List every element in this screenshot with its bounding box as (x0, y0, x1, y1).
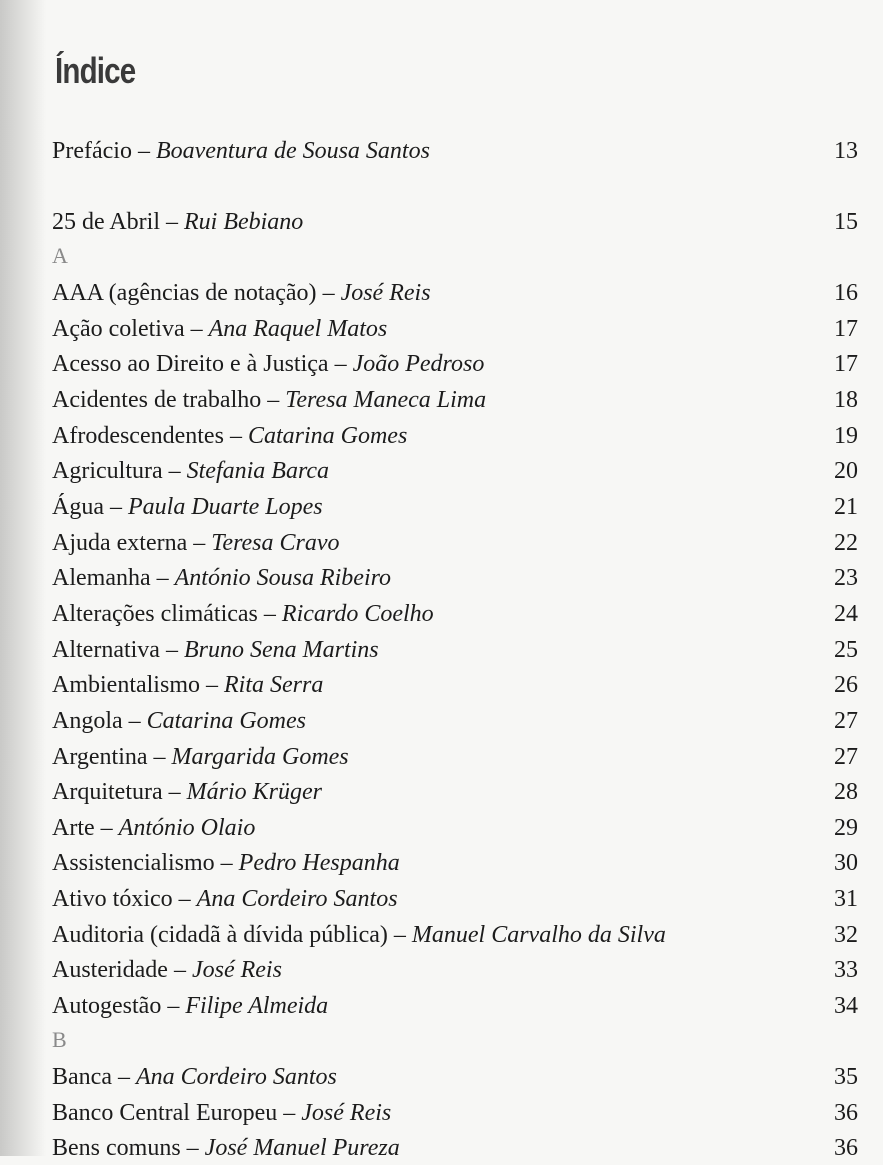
index-entry (52, 1131, 858, 1165)
index-entry (52, 526, 858, 560)
entry-label (52, 454, 329, 488)
entry-dash: – (257, 601, 282, 627)
index-entry (52, 454, 858, 488)
index-entry (52, 668, 858, 702)
entry-page-number: 27 (834, 744, 858, 770)
entry-author: Stefania Barca (186, 458, 330, 484)
entry-term: Assistencialismo (52, 850, 215, 876)
entry-author: Mário Krüger (186, 779, 322, 805)
entry-author: Filipe Almeida (185, 993, 329, 1019)
entry-dash: – (111, 1064, 136, 1090)
entry-author: Boaventura de Sousa Santos (155, 138, 430, 164)
entry-dash: – (131, 138, 156, 164)
entry-label (52, 312, 387, 346)
entry-label (52, 1131, 400, 1165)
entry-dash: – (180, 1135, 205, 1161)
entry-author: José Reis (340, 280, 431, 306)
entry-term: Banca (52, 1064, 112, 1090)
entry-author: Rui Bebiano (184, 209, 304, 235)
entry-label (52, 989, 328, 1023)
entry-label (52, 490, 323, 524)
entry-label (52, 134, 430, 168)
entry-term: Afrodescendentes (52, 423, 224, 449)
entry-term: Acidentes de trabalho (52, 387, 262, 413)
page-gutter-shadow (0, 0, 46, 1156)
entry-term: Alemanha (52, 565, 151, 591)
entry-term: Alterações climáticas (52, 601, 258, 627)
entry-dash: – (214, 850, 239, 876)
entry-author: Ricardo Coelho (281, 601, 434, 627)
index-entry (52, 347, 858, 381)
entry-label (52, 882, 398, 916)
entry-author: João Pedroso (352, 351, 485, 377)
index-entry (52, 704, 858, 738)
entry-dash: – (223, 423, 248, 449)
entry-dash: – (122, 708, 147, 734)
entry-label (52, 383, 486, 417)
index-entry (52, 811, 858, 845)
entry-dash: – (261, 387, 286, 413)
entry-dash: – (172, 886, 197, 912)
entry-label (52, 918, 666, 952)
entry-author: Teresa Cravo (211, 530, 340, 556)
index-entry (52, 633, 858, 667)
entry-page-number: 22 (834, 530, 858, 556)
entry-page-number: 23 (834, 565, 858, 591)
entry-term: Arte (52, 815, 95, 841)
entry-dash: – (94, 815, 119, 841)
entry-page-number: 32 (834, 922, 858, 948)
entry-label (52, 561, 391, 595)
entry-term: Ativo tóxico (52, 886, 173, 912)
entry-author: Manuel Carvalho da Silva (411, 922, 666, 948)
entry-label (52, 205, 303, 239)
entry-label (52, 811, 255, 845)
entry-author: Bruno Sena Martins (183, 637, 379, 663)
entry-author: José Manuel Pureza (204, 1135, 400, 1161)
index-entry (52, 775, 858, 809)
index-entry (52, 953, 858, 987)
entry-term: Argentina (52, 744, 148, 770)
entry-page-number: 31 (834, 886, 858, 912)
page-title: Índice (55, 50, 136, 91)
entry-term: Autogestão (52, 993, 162, 1019)
entry-label (52, 597, 434, 631)
entry-dash: – (187, 530, 212, 556)
entry-author: José Reis (191, 957, 282, 983)
entry-term: 25 de Abril (52, 209, 160, 235)
index-entry (52, 134, 858, 168)
index-entry (52, 882, 858, 916)
entry-label (52, 1096, 391, 1130)
index-entry (52, 205, 858, 239)
index-entry (52, 846, 858, 880)
entry-author: Ana Cordeiro Santos (135, 1064, 337, 1090)
entry-author: Paula Duarte Lopes (127, 494, 323, 520)
entry-label (52, 419, 407, 453)
entry-page-number: 28 (834, 779, 858, 805)
index-entry (52, 1060, 858, 1094)
entry-page-number: 19 (834, 423, 858, 449)
index-entry (52, 383, 858, 417)
entry-author: Rita Serra (223, 672, 324, 698)
entry-dash: – (328, 351, 353, 377)
entry-label (52, 276, 431, 310)
entry-page-number: 26 (834, 672, 858, 698)
entry-term: Prefácio (52, 138, 132, 164)
entry-author: Margarida Gomes (171, 744, 349, 770)
entry-author: Ana Raquel Matos (208, 316, 388, 342)
entry-label (52, 953, 282, 987)
entry-term: Agricultura (52, 458, 163, 484)
entry-term: Ajuda externa (52, 530, 188, 556)
entry-author: António Olaio (118, 815, 256, 841)
entry-author: Ana Cordeiro Santos (196, 886, 398, 912)
entry-term: Água (52, 494, 104, 520)
index-entry (52, 989, 858, 1023)
entry-author: Catarina Gomes (146, 708, 306, 734)
section-letter: B (52, 1027, 67, 1052)
entry-dash: – (159, 637, 184, 663)
index-entry (52, 312, 858, 346)
entry-page-number: 27 (834, 708, 858, 734)
entry-term: Alternativa (52, 637, 160, 663)
entry-page-number: 21 (834, 494, 858, 520)
entry-label (52, 846, 400, 880)
index-entry (52, 276, 858, 310)
entry-dash: – (167, 957, 192, 983)
entry-page-number: 16 (834, 280, 858, 306)
entry-term: Ambientalismo (52, 672, 200, 698)
entry-page-number: 34 (834, 993, 858, 1019)
entry-page-number: 18 (834, 387, 858, 413)
entry-dash: – (160, 209, 184, 235)
entry-author: Teresa Maneca Lima (285, 387, 487, 413)
entry-page-number: 35 (834, 1064, 858, 1090)
entry-dash: – (161, 993, 186, 1019)
entry-author: Catarina Gomes (247, 423, 408, 449)
entry-term: AAA (agências de notação) (52, 280, 317, 306)
entry-page-number: 30 (834, 850, 858, 876)
entry-page-number: 24 (834, 601, 858, 627)
entry-author: José Reis (301, 1100, 392, 1126)
index-entry (52, 490, 858, 524)
entry-dash: – (277, 1100, 302, 1126)
entry-term: Acesso ao Direito e à Justiça (52, 351, 329, 377)
index-entry (52, 597, 858, 631)
entry-page-number: 33 (834, 957, 858, 983)
entry-term: Ação coletiva (52, 316, 185, 342)
entry-dash: – (199, 672, 224, 698)
entry-label (52, 633, 379, 667)
entry-dash: – (387, 922, 412, 948)
entry-page-number: 13 (834, 138, 858, 164)
entry-label (52, 1060, 337, 1094)
entry-page-number: 17 (834, 316, 858, 342)
entry-dash: – (162, 458, 187, 484)
entry-label (52, 668, 323, 702)
entry-author: António Sousa Ribeiro (174, 565, 392, 591)
index-entry (52, 1096, 858, 1130)
entry-page-number: 36 (834, 1100, 858, 1126)
entry-term: Austeridade (52, 957, 168, 983)
entry-dash: – (316, 280, 341, 306)
entry-dash: – (184, 316, 209, 342)
entry-page-number: 15 (834, 209, 858, 235)
index-entry (52, 918, 858, 952)
entry-page-number: 25 (834, 637, 858, 663)
entry-label (52, 740, 349, 774)
entry-label (52, 775, 322, 809)
index-entry (52, 561, 858, 595)
entry-dash: – (150, 565, 175, 591)
entry-dash: – (147, 744, 172, 770)
entry-page-number: 36 (834, 1135, 858, 1161)
entry-term: Angola (52, 708, 123, 734)
entry-term: Banco Central Europeu (52, 1100, 278, 1126)
entry-page-number: 29 (834, 815, 858, 841)
index-entry (52, 419, 858, 453)
section-letter: A (52, 243, 68, 268)
entry-label (52, 526, 340, 560)
entry-term: Auditoria (cidadã à dívida pública) (52, 922, 388, 948)
index-entry (52, 740, 858, 774)
entry-term: Arquitetura (52, 779, 163, 805)
entry-label (52, 347, 484, 381)
entry-term: Bens comuns (52, 1135, 181, 1161)
entry-author: Pedro Hespanha (238, 850, 400, 876)
entry-page-number: 20 (834, 458, 858, 484)
entry-label (52, 704, 306, 738)
entry-dash: – (162, 779, 187, 805)
entry-dash: – (103, 494, 128, 520)
entry-page-number: 17 (834, 351, 858, 377)
